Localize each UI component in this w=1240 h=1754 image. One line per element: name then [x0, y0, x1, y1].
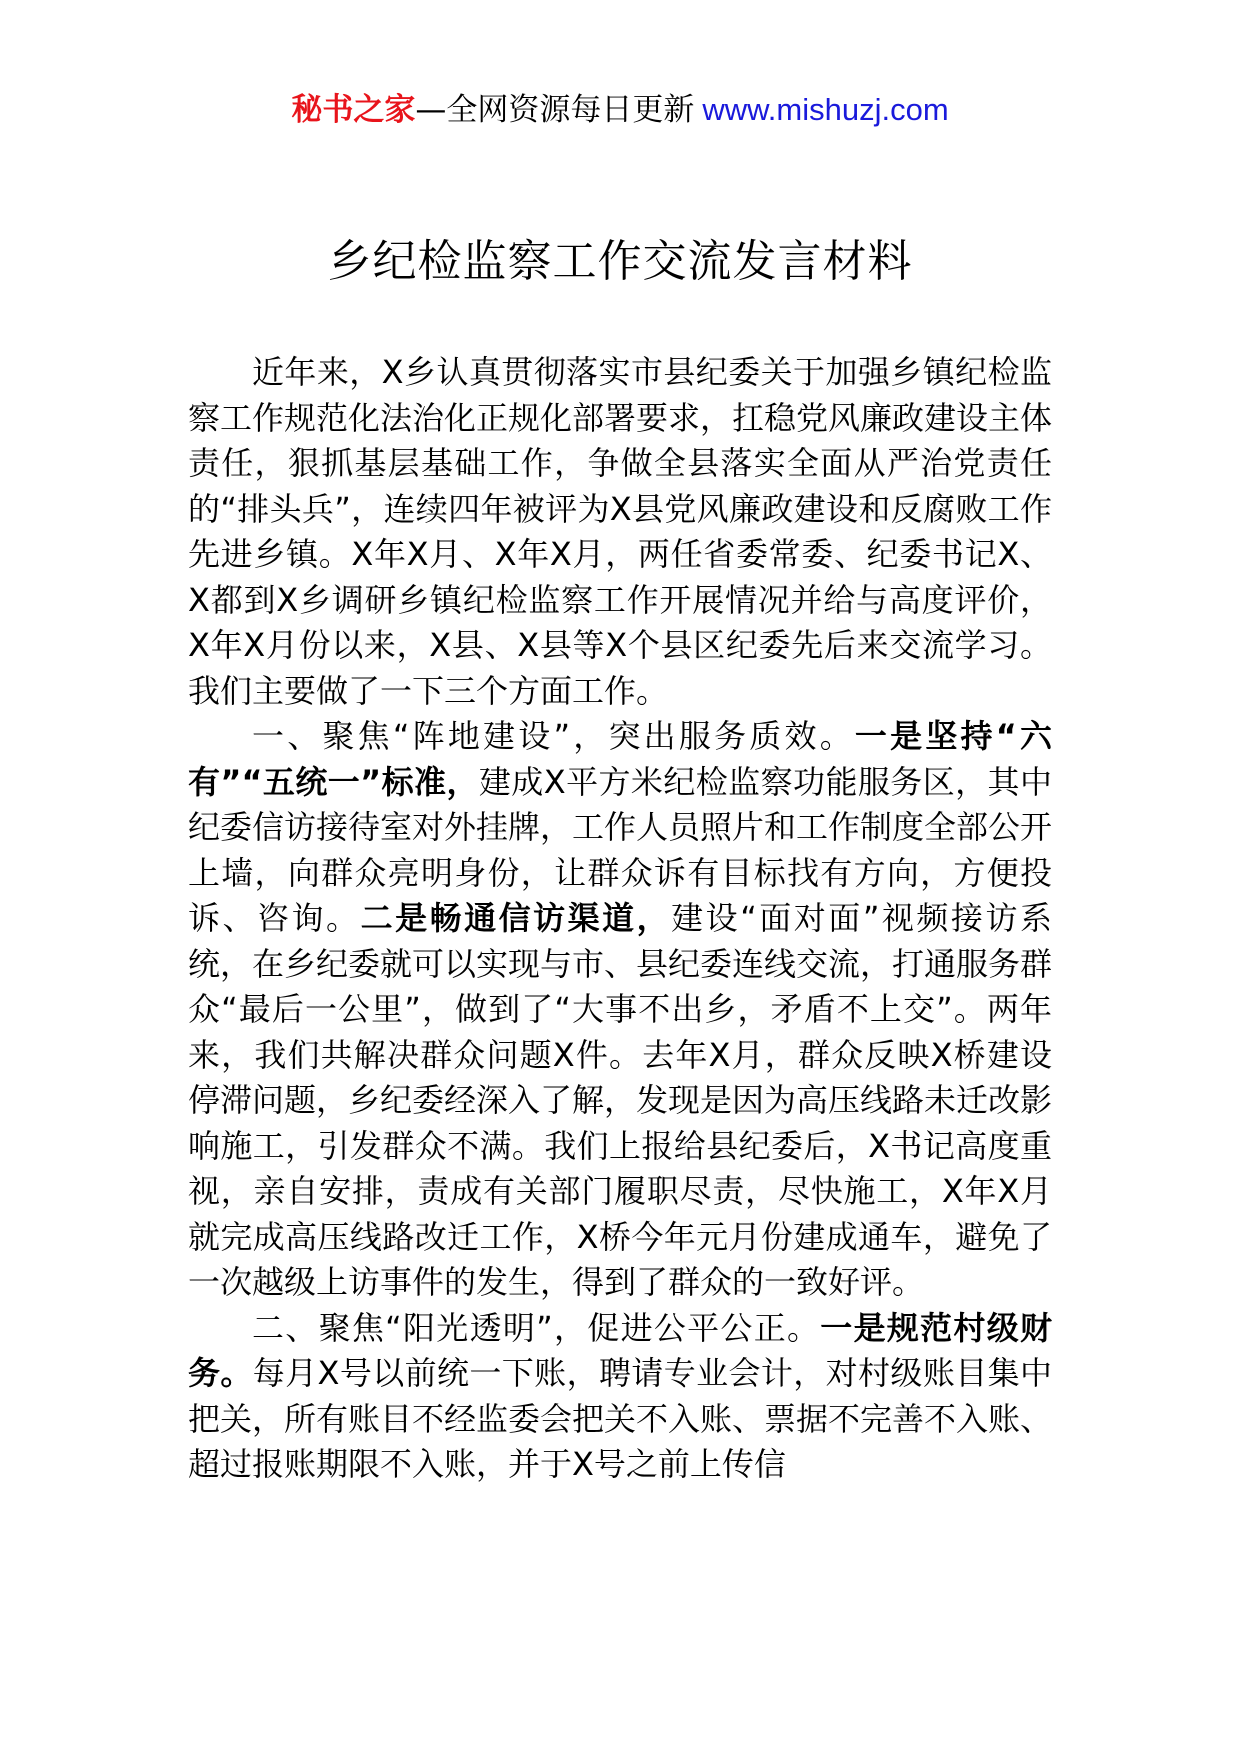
section-two-text-one: 每月X号以前统一下账，聘请专业会计，对村级账目集中把关，所有账目不经监委会把关不入账、票据不完善不入账、超过报账期限不入账，并于X号之前上传信	[188, 1354, 1053, 1483]
section-one-point-two: 二是畅通信访渠道，	[360, 899, 672, 937]
site-url-link[interactable]: www.mishuzj.com	[702, 92, 949, 127]
document-title: 乡纪检监察工作交流发言材料	[327, 236, 913, 287]
site-header	[0, 88, 1240, 132]
paragraph-section-one	[188, 714, 1052, 1306]
section-one-text-one: 建成X平方米纪检监察功能服务区，其中纪委信访接待室对外挂牌，工作人员照片和工作制度全部公开上墙，向群众亮明身份，让群众诉有目标找有方向，方便投诉、咨询。	[188, 762, 1053, 937]
document-body	[188, 350, 1052, 1488]
header-tagline: —全网资源每日更新	[415, 92, 695, 128]
brand-name: 秘书之家	[291, 92, 416, 128]
section-one-point-one: 一是坚持“六有”“五统一”标准，	[188, 717, 1052, 801]
section-two-heading: 二、聚焦“阳光透明”，促进公平公正。	[252, 1308, 821, 1347]
section-two-point-one: 一是规范村级财务。	[188, 1308, 1052, 1392]
paragraph-section-two	[188, 1306, 1052, 1488]
paragraph-intro: 近年来，X乡认真贯彻落实市县纪委关于加强乡镇纪检监察工作规范化法治化正规化部署要求，扛稳党风廉政建设主体责任，狠抓基层基础工作，争做全县落实全面从严治党责任的“排头兵”，连续四年被评为X县党风廉政建设和反腐败工作先进乡镇。X年X月、X年X月，两任省委常委、纪委书记X、X都到X乡调研乡镇纪检监察工作开展情况并给与高度评价，X年X月份以来，X县、X县等X个县区纪委先后来交流学习。我们主要做了一下三个方面工作。	[188, 353, 1053, 710]
section-one-text-two: 建设“面对面”视频接访系统，在乡纪委就可以实现与市、县纪委连线交流，打通服务群众“最后一公里”，做到了“大事不出乡，矛盾不上交”。两年来，我们共解决群众问题X件。去年X月，群众反映X桥建设停滞问题，乡纪委经深入了解，发现是因为高压线路未迁改影响施工，引发群众不满。我们上报给县纪委后，X书记高度重视，亲自安排，责成有关部门履职尽责，尽快施工，X年X月就完成高压线路改迁工作，X桥今年元月份建成通车，避免了一次越级上访事件的发生，得到了群众的一致好评。	[188, 899, 1053, 1301]
section-one-heading: 一、聚焦“阵地建设”，突出服务质效。	[252, 717, 855, 755]
